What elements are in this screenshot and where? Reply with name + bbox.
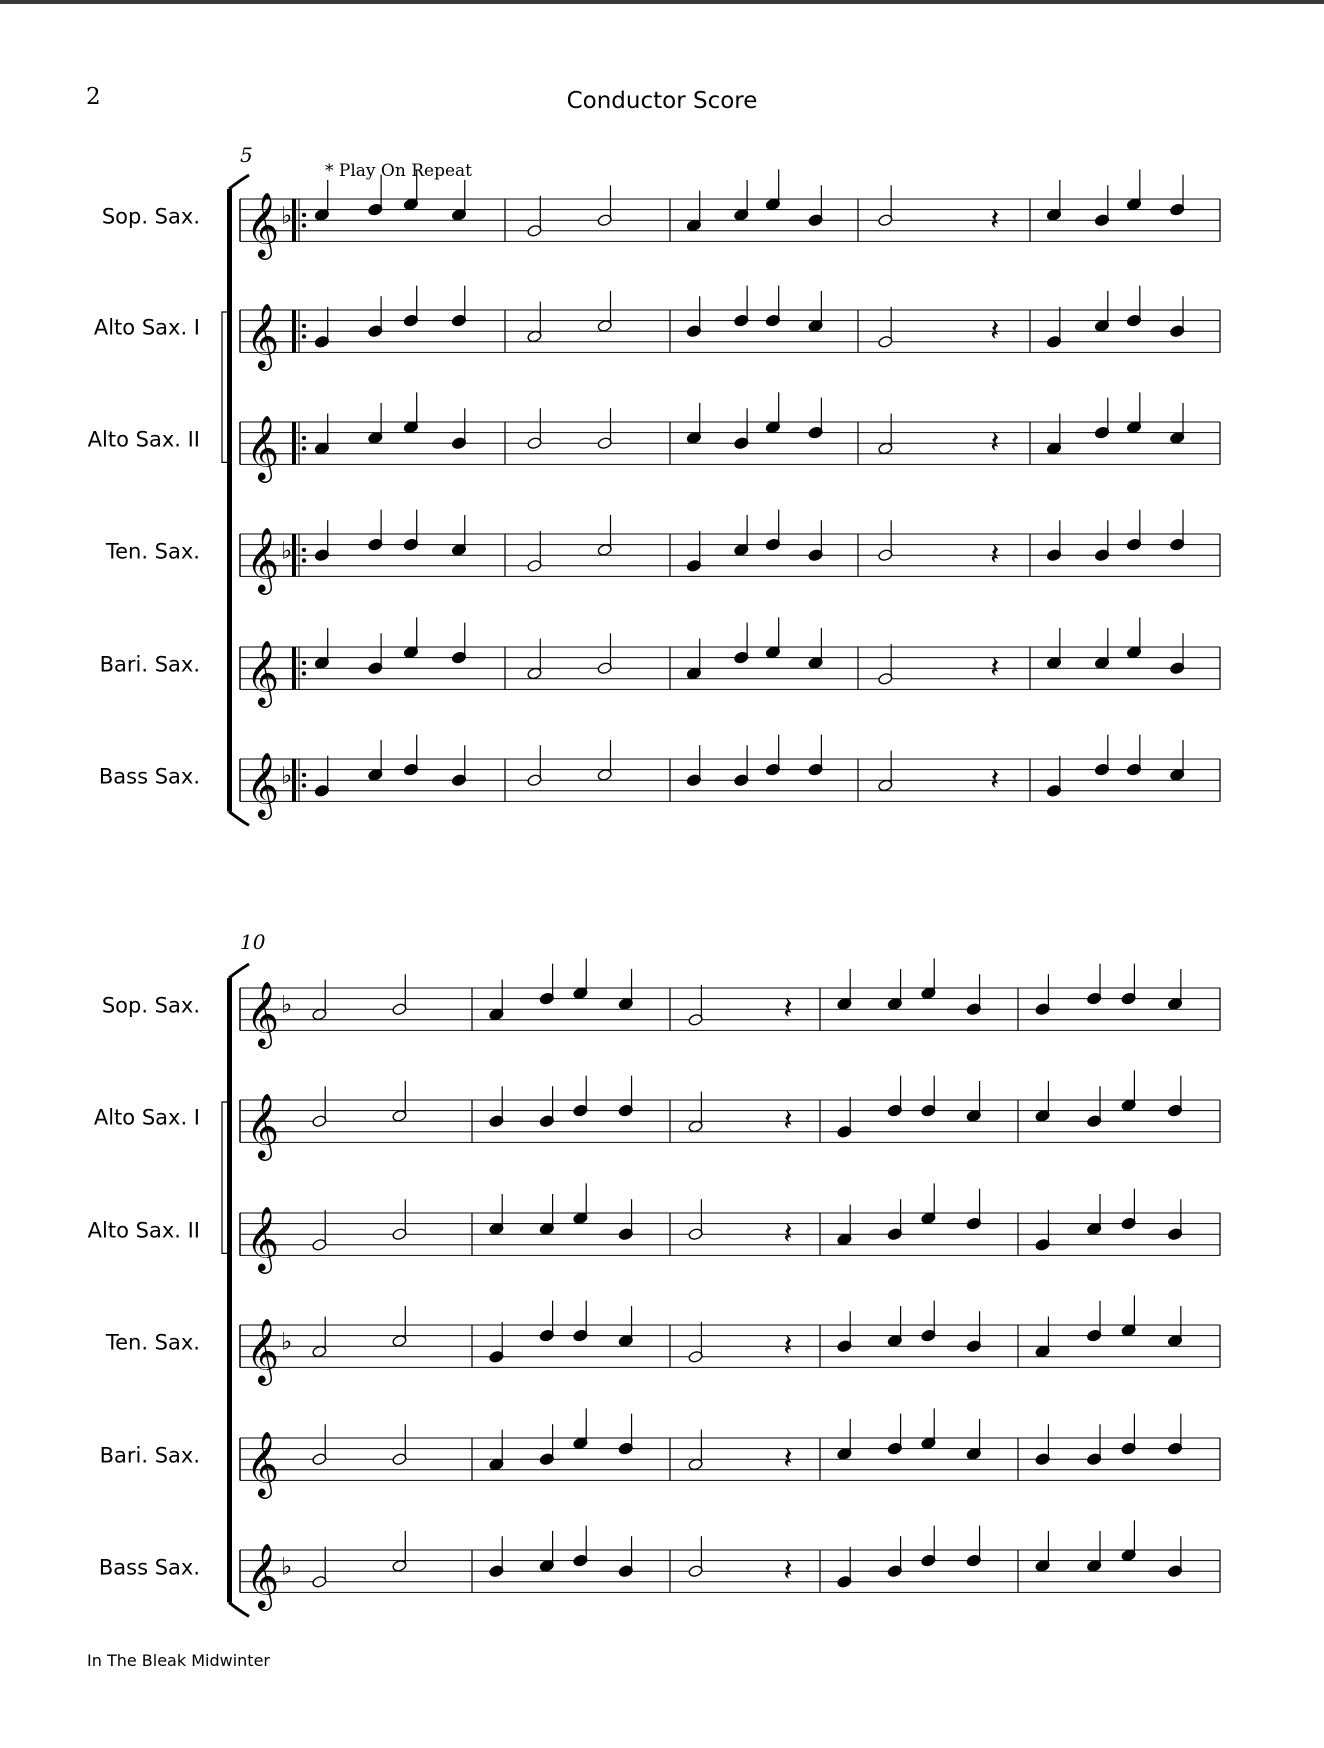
repeat-barline-thick [292,199,296,241]
repeat-barline-thick [292,759,296,801]
repeat-dot [302,446,306,450]
page-number: 2 [86,84,101,110]
quarter-rest-icon: 𝄽 [990,537,1000,573]
bracket-hook-top [229,175,249,189]
quarter-rest-icon: 𝄽 [783,1553,793,1589]
bracket-hook-top [229,964,249,978]
quarter-rest-icon: 𝄽 [990,425,1000,461]
repeat-barline-thick [292,647,296,689]
instrument-label: Bass Sax. [98,764,200,789]
treble-clef-icon: 𝄞 [246,1543,280,1609]
repeat-barline-thick [292,422,296,464]
treble-clef-icon: 𝄞 [246,1318,280,1384]
repeat-dot [302,436,306,440]
repeat-dot [302,324,306,328]
treble-clef-icon: 𝄞 [246,1431,280,1497]
repeat-dot [302,558,306,562]
instrument-label: Alto Sax. I [93,315,200,340]
treble-clef-icon: 𝄞 [246,415,280,481]
repeat-dot [302,671,306,675]
repeat-barline-thick [292,534,296,576]
treble-clef-icon: 𝄞 [246,1206,280,1272]
treble-clef-icon: 𝄞 [246,303,280,369]
measure-number: 10 [240,930,266,954]
measure-number: 5 [240,143,253,167]
treble-clef-icon: 𝄞 [246,527,280,593]
score-notation [0,4,1324,1748]
flat-icon: ♭ [281,990,293,1019]
instrument-label: Alto Sax. II [87,427,200,452]
instrument-label: Sop. Sax. [101,204,200,229]
instrument-label: Ten. Sax. [105,539,200,564]
quarter-rest-icon: 𝄽 [990,313,1000,349]
instrument-label: Bari. Sax. [99,1443,200,1468]
flat-icon: ♭ [281,761,293,790]
flat-icon: ♭ [281,1552,293,1581]
system-bracket [227,189,232,811]
treble-clef-icon: 𝄞 [246,192,280,258]
repeat-dot [302,661,306,665]
quarter-rest-icon: 𝄽 [990,202,1000,238]
quarter-rest-icon: 𝄽 [783,991,793,1027]
footer-title: In The Bleak Midwinter [87,1651,270,1670]
treble-clef-icon: 𝄞 [246,640,280,706]
instrument-label: Bari. Sax. [99,652,200,677]
flat-icon: ♭ [281,536,293,565]
treble-clef-icon: 𝄞 [246,981,280,1047]
quarter-rest-icon: 𝄽 [783,1328,793,1364]
repeat-dot [302,334,306,338]
instrument-label: Ten. Sax. [105,1330,200,1355]
treble-clef-icon: 𝄞 [246,1093,280,1159]
system-bracket [227,978,232,1602]
quarter-rest-icon: 𝄽 [990,650,1000,686]
repeat-annotation: * Play On Repeat [325,161,472,181]
repeat-dot [302,548,306,552]
flat-icon: ♭ [281,1327,293,1356]
quarter-rest-icon: 𝄽 [990,762,1000,798]
quarter-rest-icon: 𝄽 [783,1103,793,1139]
quarter-rest-icon: 𝄽 [783,1441,793,1477]
repeat-dot [302,223,306,227]
instrument-label: Sop. Sax. [101,993,200,1018]
quarter-rest-icon: 𝄽 [783,1216,793,1252]
instrument-label: Bass Sax. [98,1555,200,1580]
page-header: Conductor Score [566,88,758,114]
flat-icon: ♭ [281,201,293,230]
instrument-label: Alto Sax. I [93,1105,200,1130]
instrument-label: Alto Sax. II [87,1218,200,1243]
repeat-barline-thick [292,310,296,352]
treble-clef-icon: 𝄞 [246,752,280,818]
repeat-dot [302,213,306,217]
repeat-dot [302,773,306,777]
repeat-dot [302,783,306,787]
